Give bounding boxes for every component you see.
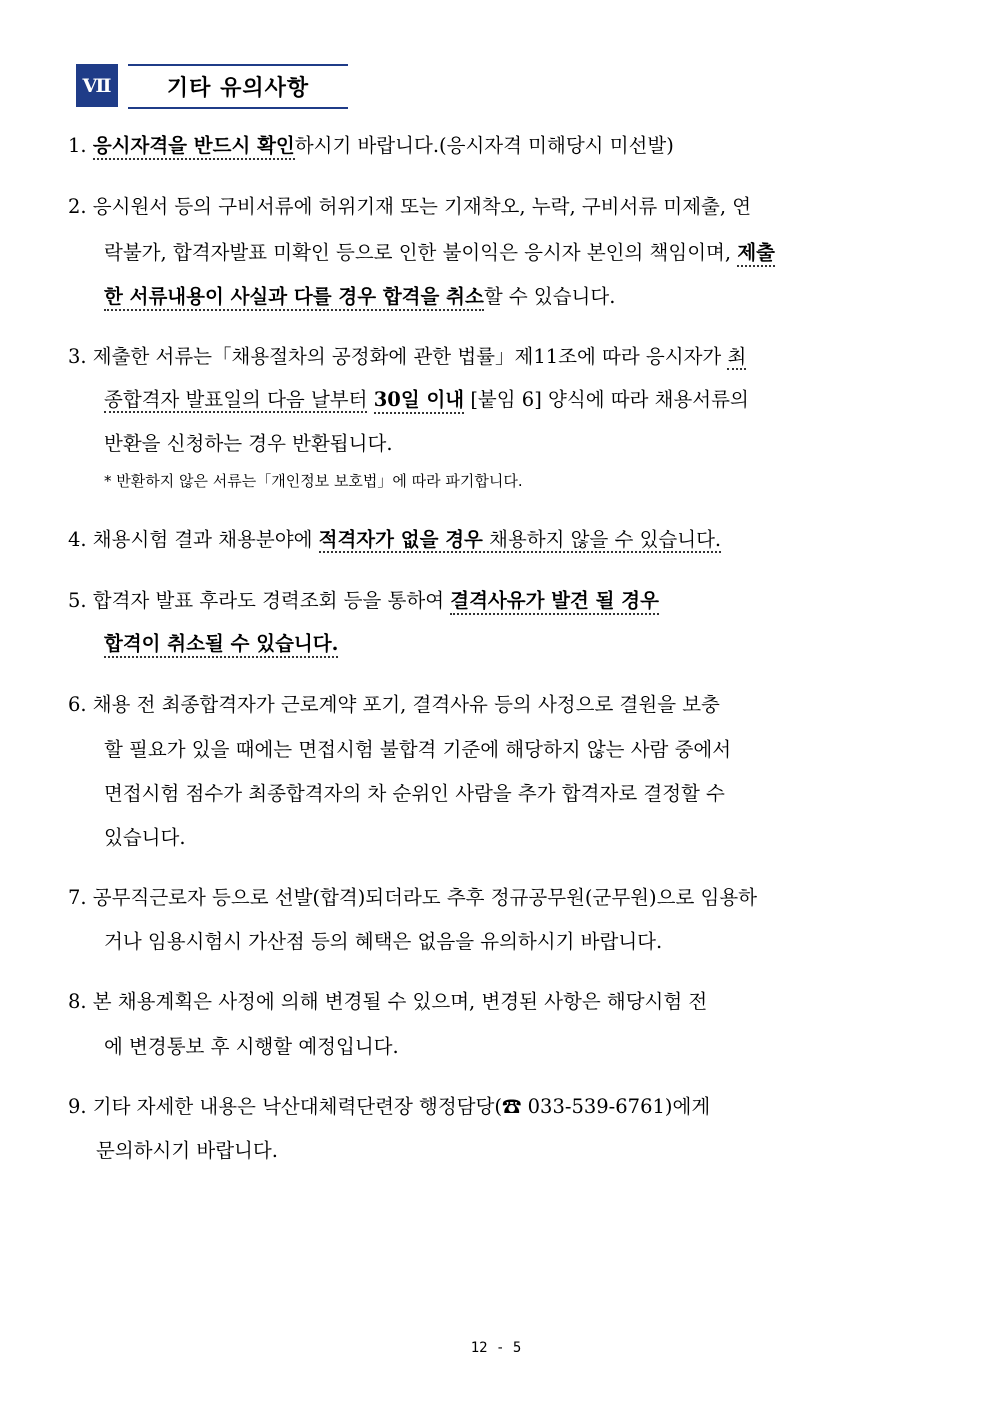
item-5-line-2: [104, 628, 923, 656]
item-8-line-1: 8. 본 채용계획은 사정에 의해 변경될 수 있으며, 변경된 사항은 해당시험 전: [68, 990, 708, 1013]
item-1: 1. 응시자격을 반드시 확인하시기 바랍니다.(응시자격 미해당시 미선발): [68, 130, 923, 158]
item-2-emphasis-a: 제출: [737, 241, 775, 267]
item-3-line-2: 종합격자 발표일의 다음 날부터 30일 이내 [붙임 6] 양식에 따라 채용서류의: [104, 384, 923, 412]
item-5-line-1: 5. 합격자 발표 후라도 경력조회 등을 통하여 결격사유가 발견 될 경우: [68, 585, 923, 613]
item-2-line-1: 2. 응시원서 등의 구비서류에 허위기재 또는 기재착오, 누락, 구비서류 미제출, 연: [68, 195, 752, 218]
item-2-line-3: 한 서류내용이 사실과 다를 경우 합격을 취소할 수 있습니다.: [104, 281, 923, 309]
item-3-emphasis: 30일 이내: [374, 388, 464, 414]
item-4-emphasis: 적격자가 없을 경우: [318, 528, 483, 551]
item-7-line-2: 거나 임용시험시 가산점 등의 혜택은 없음을 유의하시기 바랍니다.: [104, 930, 663, 953]
section-title: 기타 유의사항: [128, 64, 348, 109]
item-6-line-1: 6. 채용 전 최종합격자가 근로계약 포기, 결격사유 등의 사정으로 결원을 보충: [68, 693, 720, 716]
item-6-line-2: 할 필요가 있을 때에는 면접시험 불합격 기준에 해당하지 않는 사람 중에서: [104, 738, 732, 761]
item-2-emphasis-b: 한 서류내용이 사실과 다를 경우 합격을 취소: [104, 285, 484, 311]
item-5-emphasis-a: 결격사유가 발견 될 경우: [450, 589, 659, 615]
section-number-badge: Ⅶ: [76, 64, 118, 107]
item-9-line-1: 9. 기타 자세한 내용은 낙산대체력단련장 행정담당(☎ 033-539-6761)에게: [68, 1095, 711, 1118]
item-7-line-1: 7. 공무직근로자 등으로 선발(합격)되더라도 추후 정규공무원(군무원)으로 임용하: [68, 886, 758, 909]
item-4: 4. 채용시험 결과 채용분야에 적격자가 없을 경우 채용하지 않을 수 있습니다.: [68, 528, 722, 551]
item-2-line-2: 락불가, 합격자발표 미확인 등으로 인한 불이익은 응시자 본인의 책임이며, 제출: [104, 237, 923, 265]
item-5-emphasis-b: 합격이 취소될 수 있습니다.: [104, 632, 338, 658]
section-header: [76, 64, 348, 107]
item-3-line-1: 3. 제출한 서류는「채용절차의 공정화에 관한 법률」제11조에 따라 응시자가 최: [68, 345, 747, 368]
item-6-line-4: 있습니다.: [104, 826, 186, 849]
item-3-note: * 반환하지 않은 서류는「개인정보 보호법」에 따라 파기합니다.: [104, 472, 523, 490]
item-8-line-2: 에 변경통보 후 시행할 예정입니다.: [104, 1035, 399, 1058]
item-9-line-2: 문의하시기 바랍니다.: [96, 1139, 278, 1162]
page-number: 12 - 5: [470, 1340, 522, 1356]
item-3-line-3: 반환을 신청하는 경우 반환됩니다.: [104, 432, 393, 455]
item-6-line-3: 면접시험 점수가 최종합격자의 차 순위인 사람을 추가 합격자로 결정할 수: [104, 782, 725, 805]
item-1-emphasis: 응시자격을 반드시 확인: [93, 134, 295, 160]
